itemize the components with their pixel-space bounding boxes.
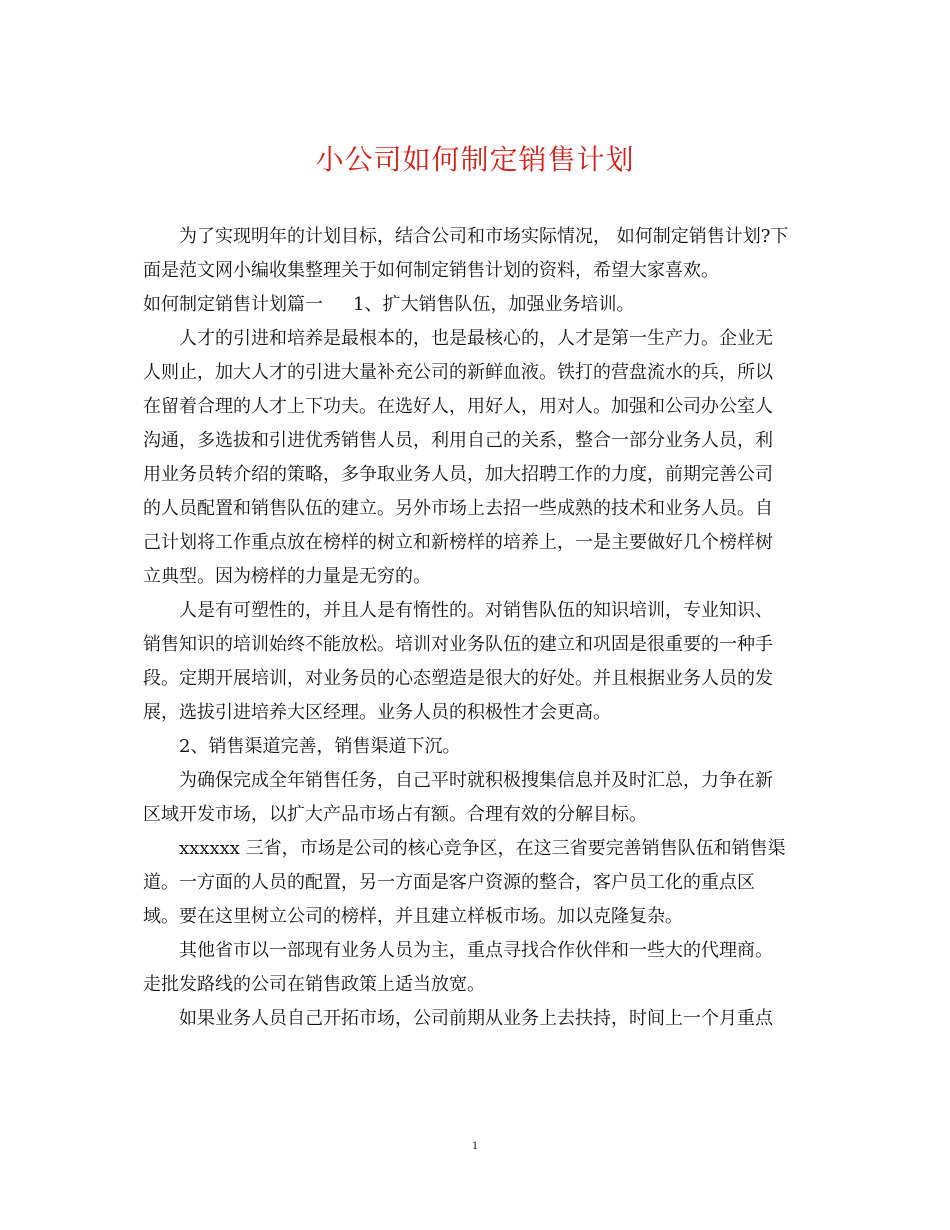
paragraph-line: 己计划将工作重点放在榜样的树立和新榜样的培养上，一是主要做好几个榜样树 <box>143 532 773 553</box>
subsection-heading: 2、销售渠道完善，销售渠道下沉。 <box>179 736 461 757</box>
paragraph-line: 销售知识的培训始终不能放松。培训对业务队伍的建立和巩固是很重要的一种手 <box>143 634 773 655</box>
document-body <box>143 220 815 1036</box>
paragraph-line: 用业务员转介绍的策略，多争取业务人员，加大招聘工作的力度，前期完善公司 <box>143 464 773 485</box>
paragraph-line: 人才的引进和培养是最根本的，也是最核心的，人才是第一生产力。企业无 <box>179 328 773 349</box>
paragraph-line: xxxxxx 三省，市场是公司的核心竞争区，在这三省要完善销售队伍和销售渠 <box>179 838 786 859</box>
paragraph-line: 道。一方面的人员的配置，另一方面是客户资源的整合，客户员工化的重点区 <box>143 872 755 893</box>
section-heading-line <box>143 288 815 322</box>
paragraph-line: 面是范文网小编收集整理关于如何制定销售计划的资料，希望大家喜欢。 <box>143 260 719 281</box>
paragraph-line: 立典型。因为榜样的力量是无穷的。 <box>143 566 431 587</box>
paragraph-line: 段。定期开展培训，对业务员的心态塑造是很大的好处。并且根据业务人员的发 <box>143 668 773 689</box>
paragraph-line: 区域开发市场，以扩大产品市场占有额。合理有效的分解目标。 <box>143 804 647 825</box>
paragraph-line: 沟通，多选拔和引进优秀销售人员，利用自己的关系，整合一部分业务人员，利 <box>143 430 773 451</box>
paragraph-line: 在留着合理的人才上下功夫。在选好人，用好人，用对人。加强和公司办公室人 <box>143 396 773 417</box>
page-number: 1 <box>472 1138 478 1152</box>
paragraph-line: 展，选拔引进培养大区经理。业务人员的积极性才会更高。 <box>143 702 611 723</box>
paragraph-line: 为了实现明年的计划目标，结合公司和市场实际情况， 如何制定销售计划?下 <box>179 226 789 247</box>
paragraph-line: 如果业务人员自己开拓市场，公司前期从业务上去扶持，时间上一个月重点 <box>179 1008 773 1029</box>
subsection-heading: 1、扩大销售队伍，加强业务培训。 <box>353 294 635 315</box>
paragraph-line: 其他省市以一部现有业务人员为主，重点寻找合作伙伴和一些大的代理商。 <box>179 940 773 961</box>
paragraph-line: 走批发路线的公司在销售政策上适当放宽。 <box>143 974 485 995</box>
paragraph-line: 域。要在这里树立公司的榜样，并且建立样板市场。加以克隆复杂。 <box>143 906 683 927</box>
paragraph-line: 为确保完成全年销售任务，自己平时就积极搜集信息并及时汇总，力争在新 <box>179 770 773 791</box>
paragraph-line: 的人员配置和销售队伍的建立。另外市场上去招一些成熟的技术和业务人员。自 <box>143 498 773 519</box>
section-heading: 如何制定销售计划篇一 <box>143 294 323 315</box>
paragraph-line: 人则止，加大人才的引进大量补充公司的新鲜血液。铁打的营盘流水的兵，所以 <box>143 362 773 383</box>
paragraph-line: 人是有可塑性的，并且人是有惰性的。对销售队伍的知识培训，专业知识、 <box>179 600 773 621</box>
document-title: 小公司如何制定销售计划 <box>315 143 635 176</box>
